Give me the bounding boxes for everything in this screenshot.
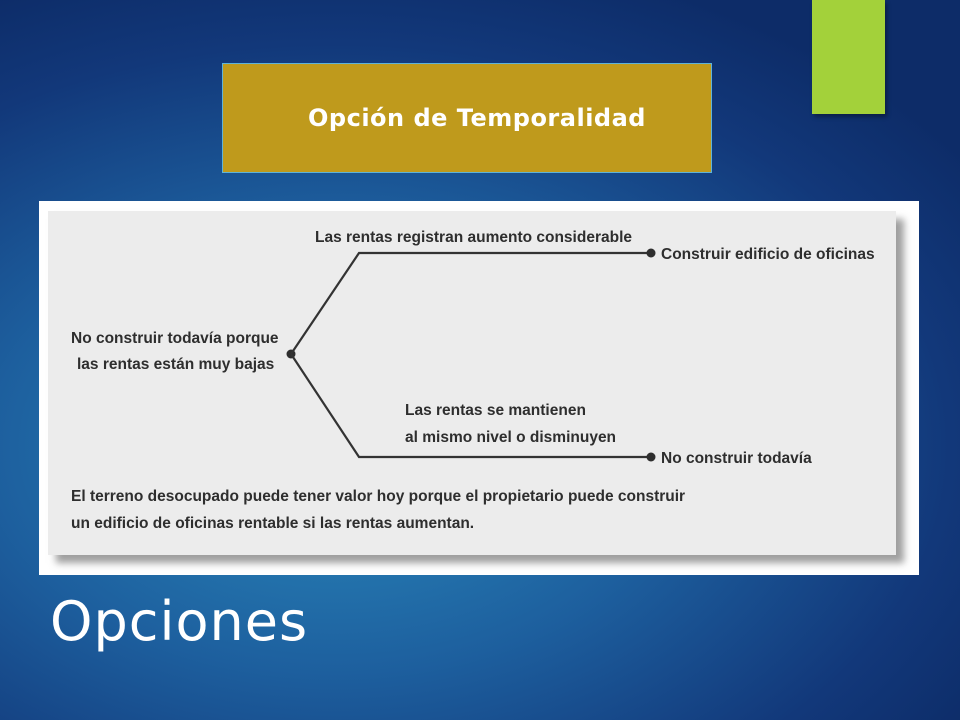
lower-condition-label-line2: al mismo nivel o disminuyen — [405, 429, 617, 446]
slide-title: Opciones — [50, 590, 309, 653]
upper-branch-line — [291, 253, 651, 354]
upper-outcome-label: Construir edificio de oficinas — [661, 246, 875, 263]
upper-outcome-node — [647, 249, 656, 258]
lower-condition-label-line1: Las rentas se mantienen — [405, 402, 586, 419]
decision-tree-figure — [39, 201, 919, 575]
lower-outcome-node — [647, 453, 656, 462]
decision-tree-diagram — [39, 201, 919, 575]
lower-outcome-label: No construir todavía — [661, 450, 812, 467]
header-box — [222, 63, 712, 173]
root-label-line1: No construir todavía porque — [71, 330, 279, 347]
accent-bar — [812, 0, 885, 114]
caption-line1: El terreno desocupado puede tener valor hoy porque el propietario puede construir — [71, 488, 686, 505]
upper-condition-label: Las rentas registran aumento considerable — [315, 229, 632, 246]
caption-line2: un edificio de oficinas rentable si las rentas aumentan. — [71, 515, 475, 532]
header-box-title: Opción de Temporalidad — [308, 104, 646, 132]
root-label-line2: las rentas están muy bajas — [77, 356, 275, 373]
